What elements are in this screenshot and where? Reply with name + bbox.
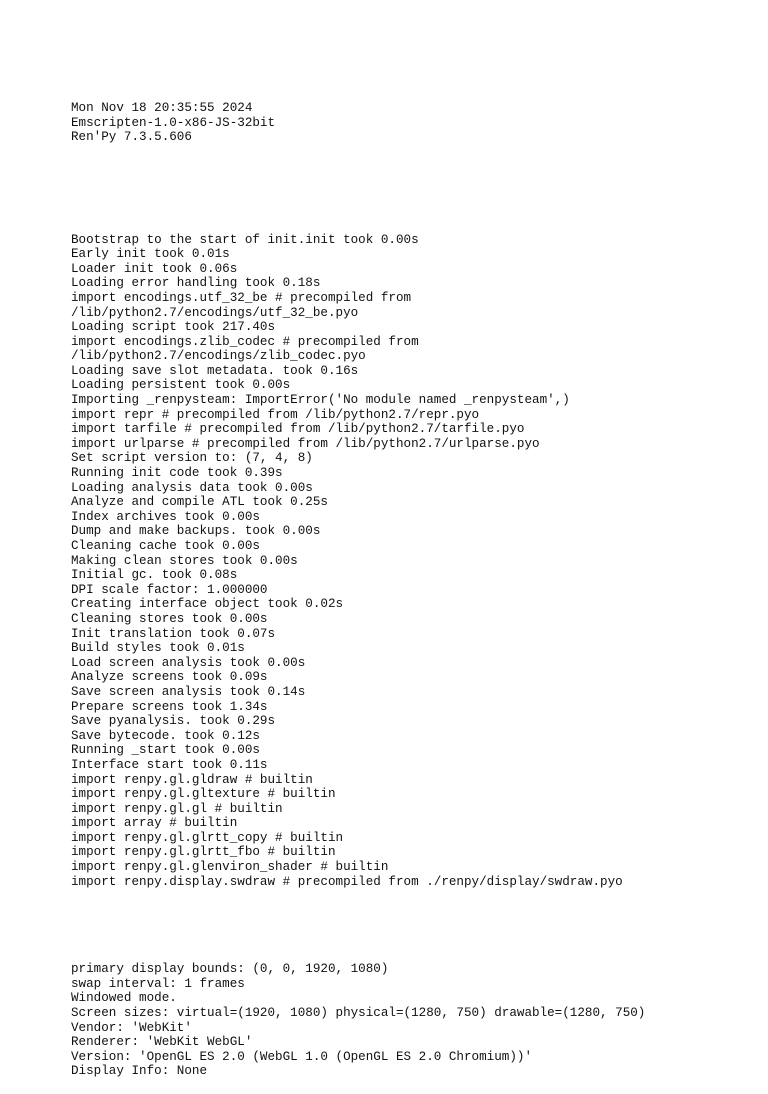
log-line: Making clean stores took 0.00s <box>71 553 298 568</box>
log-line: Display Info: None <box>71 1064 208 1079</box>
log-line: Screen sizes: virtual=(1920, 1080) physical=(1280, 750) drawable=(1280, 750) <box>71 1006 646 1020</box>
log-line: Version: 'OpenGL ES 2.0 (WebGL 1.0 (OpenGL ES 2.0 Chromium))' <box>71 1049 533 1064</box>
log-line: Analyze and compile ATL took 0.25s <box>71 495 328 510</box>
log-line: Loading analysis data took 0.00s <box>71 480 313 495</box>
log-line: Windowed mode. <box>71 991 177 1006</box>
log-line: Bootstrap to the start of init.init took 0.00s <box>71 232 419 247</box>
log-line: Importing _renpysteam: ImportError('No module named _renpysteam',) <box>71 393 570 408</box>
log-line: Loader init took 0.06s <box>71 261 238 276</box>
log-line: import array # builtin <box>71 816 238 831</box>
log-line: primary display bounds: (0, 0, 1920, 1080) <box>71 962 389 977</box>
log-line: Loading error handling took 0.18s <box>71 276 321 291</box>
log-line: import renpy.display.swdraw # precompiled from ./renpy/display/swdraw.pyo <box>71 874 623 889</box>
log-line: import encodings.zlib_codec # precompiled from <box>71 334 419 349</box>
log-line: Creating interface object took 0.02s <box>71 597 344 612</box>
log-line: import tarfile # precompiled from /lib/python2.7/tarfile.pyo <box>71 422 525 437</box>
log-line: Prepare screens took 1.34s <box>71 699 268 714</box>
log-line: import renpy.gl.gl # builtin <box>71 801 283 816</box>
log-header <box>71 101 751 145</box>
log-line: Load screen analysis took 0.00s <box>71 655 306 670</box>
log-line: Cleaning stores took 0.00s <box>71 611 268 626</box>
log-line: Renderer: 'WebKit WebGL' <box>71 1035 253 1050</box>
log-line: import repr # precompiled from /lib/python2.7/repr.pyo <box>71 407 480 422</box>
log-line: Save bytecode. took 0.12s <box>71 728 260 743</box>
log-line: Save pyanalysis. took 0.29s <box>71 714 276 729</box>
section-spacer <box>71 174 751 203</box>
display-log <box>71 962 751 1079</box>
log-line: Loading save slot metadata. took 0.16s <box>71 363 359 378</box>
log-line: Running _start took 0.00s <box>71 743 260 758</box>
log-line: import renpy.gl.glrtt_fbo # builtin <box>71 845 336 860</box>
log-line: Init translation took 0.07s <box>71 626 276 641</box>
log-line: import urlparse # precompiled from /lib/python2.7/urlparse.pyo <box>71 436 540 451</box>
log-line: Dump and make backups. took 0.00s <box>71 524 321 539</box>
log-line: import encodings.utf_32_be # precompiled from <box>71 290 412 305</box>
log-line: Initial gc. took 0.08s <box>71 568 238 583</box>
log-line: Mon Nov 18 20:35:55 2024 <box>71 101 253 116</box>
log-line: DPI scale factor: 1.000000 <box>71 582 268 597</box>
init-log <box>71 233 751 890</box>
log-line: /lib/python2.7/encodings/utf_32_be.pyo <box>71 305 359 320</box>
log-line: import renpy.gl.glrtt_copy # builtin <box>71 830 344 845</box>
log-line: /lib/python2.7/encodings/zlib_codec.pyo <box>71 349 366 364</box>
log-line: Vendor: 'WebKit' <box>71 1020 192 1035</box>
log-document <box>71 72 751 1094</box>
log-line: import renpy.gl.gldraw # builtin <box>71 772 313 787</box>
log-line: Analyze screens took 0.09s <box>71 670 268 685</box>
log-line: Loading script took 217.40s <box>71 320 276 335</box>
log-line: Save screen analysis took 0.14s <box>71 684 306 699</box>
log-line: Interface start took 0.11s <box>71 757 268 772</box>
log-line: Running init code took 0.39s <box>71 466 283 481</box>
log-line: Ren'Py 7.3.5.606 <box>71 130 192 145</box>
log-line: swap interval: 1 frames <box>71 976 245 991</box>
log-line: Emscripten-1.0-x86-JS-32bit <box>71 115 276 130</box>
log-line: Cleaning cache took 0.00s <box>71 539 260 553</box>
log-line: Loading persistent took 0.00s <box>71 378 291 393</box>
log-line: Build styles took 0.01s <box>71 641 245 656</box>
log-line: import renpy.gl.glenviron_shader # builtin <box>71 860 389 875</box>
section-spacer <box>71 918 751 933</box>
log-line: Set script version to: (7, 4, 8) <box>71 451 313 466</box>
log-line: Index archives took 0.00s <box>71 509 260 524</box>
log-line: import renpy.gl.gltexture # builtin <box>71 787 336 802</box>
log-line: Early init took 0.01s <box>71 247 230 262</box>
